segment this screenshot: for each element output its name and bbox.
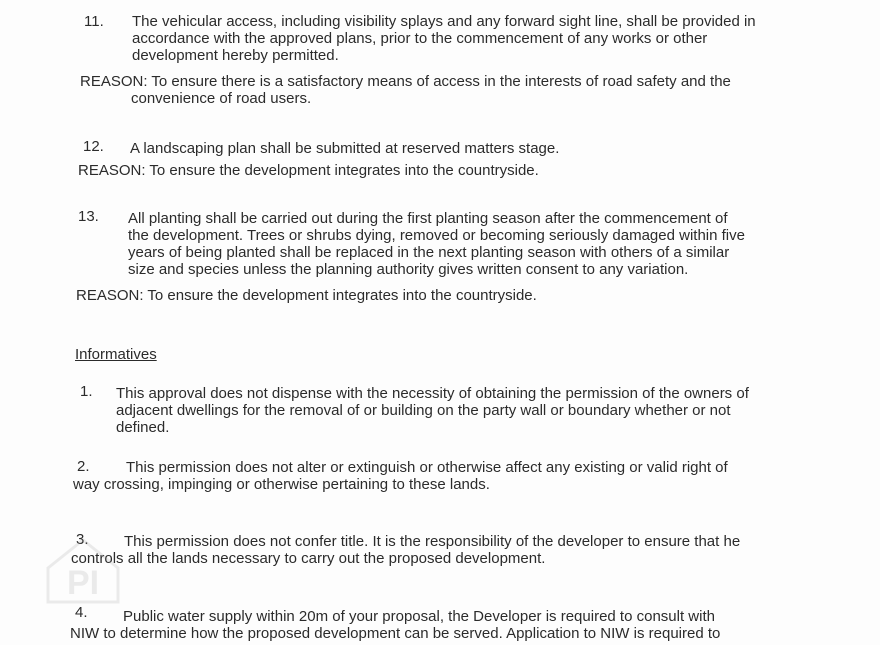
informative-line: This permission does not alter or extinguish or otherwise affect any existing or valid right of (126, 459, 728, 476)
condition-text (128, 210, 745, 278)
condition-line: A landscaping plan shall be submitted at reserved matters stage. (130, 140, 560, 157)
condition-line: accordance with the approved plans, prior to the commencement of any works or other (132, 30, 708, 47)
condition-reason (76, 287, 537, 304)
informative-line: way crossing, impinging or otherwise pertaining to these lands. (73, 476, 490, 493)
informative-line: adjacent dwellings for the removal of or building on the party wall or boundary whether or not (116, 402, 731, 419)
informative-line: This permission does not confer title. It is the responsibility of the developer to ensure that he (124, 533, 741, 550)
condition-line: the development. Trees or shrubs dying, removed or becoming seriously damaged within five (128, 227, 745, 244)
condition-line: All planting shall be carried out during the first planting season after the commencement of (128, 210, 728, 227)
informative-line: NIW to determine how the proposed development can be served. Application to NIW is required to (70, 625, 721, 642)
reason-line: REASON: To ensure the development integrates into the countryside. (78, 162, 539, 179)
condition-text (130, 140, 559, 157)
reason-line: convenience of road users. (131, 90, 312, 107)
informative-line: Public water supply within 20m of your proposal, the Developer is required to consult with (123, 608, 715, 625)
informative-text (71, 533, 740, 567)
condition-reason (80, 73, 731, 107)
reason-line: REASON: To ensure the development integrates into the countryside. (76, 287, 537, 304)
informative-line: defined. (116, 419, 170, 436)
informatives-heading: Informatives (75, 346, 157, 363)
condition-number: 11. (84, 13, 104, 30)
watermark-logo (44, 536, 122, 606)
informative-number: 3. (76, 531, 89, 548)
informative-text (116, 385, 749, 436)
informative-text (70, 608, 720, 642)
condition-line: development hereby permitted. (132, 47, 339, 64)
condition-line: size and species unless the planning authority gives written consent to any variation. (128, 261, 689, 278)
informative-number: 1. (80, 383, 93, 400)
condition-number: 13. (78, 208, 99, 225)
condition-reason (78, 162, 539, 179)
informative-number: 4. (75, 604, 88, 621)
informative-text (73, 459, 728, 493)
condition-text (132, 13, 756, 64)
informative-line: This approval does not dispense with the necessity of obtaining the permission of the owners of (116, 385, 749, 402)
condition-line: The vehicular access, including visibility splays and any forward sight line, shall be provided in (132, 13, 756, 30)
informative-number: 2. (77, 458, 90, 475)
reason-line: REASON: To ensure there is a satisfactory means of access in the interests of road safety and the (80, 73, 731, 90)
watermark-logo-text: PI (66, 564, 100, 602)
condition-line: years of being planted shall be replaced in the next planting season with others of a similar (128, 244, 730, 261)
informative-line: controls all the lands necessary to carry out the proposed development. (71, 550, 546, 567)
condition-number: 12. (83, 138, 104, 155)
